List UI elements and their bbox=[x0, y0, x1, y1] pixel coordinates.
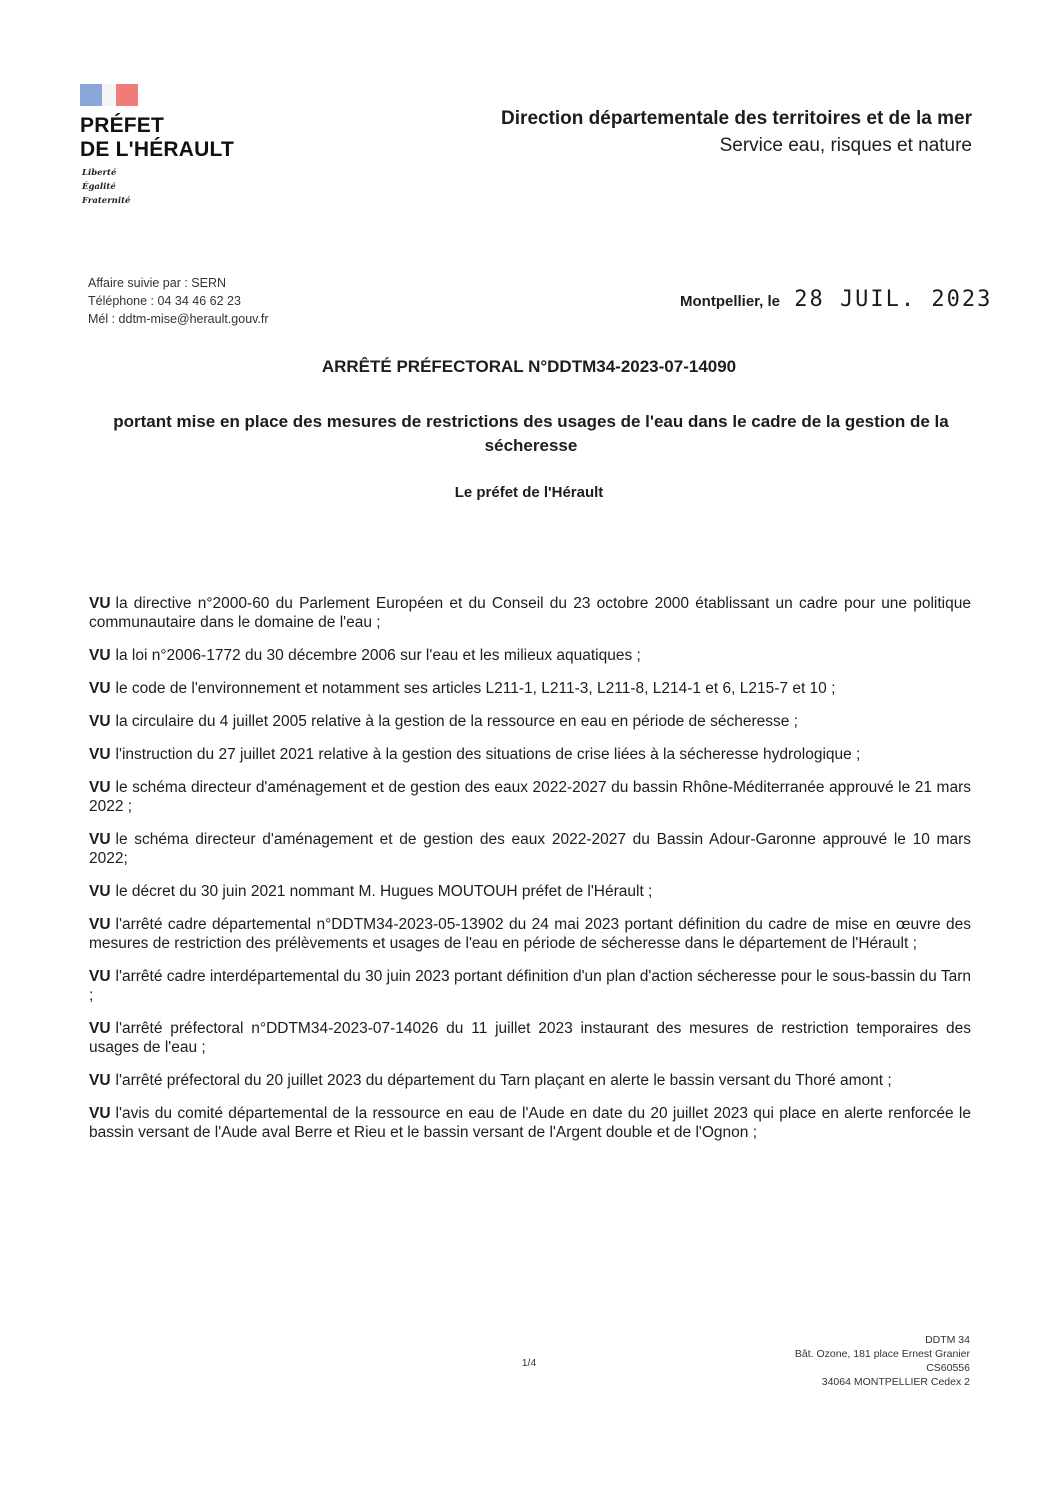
footer-line4: 34064 MONTPELLIER Cedex 2 bbox=[821, 1376, 970, 1388]
vu-label: VU bbox=[89, 713, 111, 730]
vu-list bbox=[89, 594, 971, 1156]
direction-name: Direction départementale des territoires et de la mer bbox=[501, 108, 972, 129]
footer-line2: Bât. Ozone, 181 place Ernest Granier bbox=[794, 1348, 970, 1360]
footer-line3: CS60556 bbox=[926, 1362, 970, 1374]
date-place: Montpellier, le bbox=[680, 293, 781, 310]
vu-label: VU bbox=[89, 1105, 111, 1122]
vu-item bbox=[89, 594, 971, 632]
motto-egalite: Égalité bbox=[82, 182, 116, 192]
issuing-service-header bbox=[501, 105, 972, 159]
arrete-subject: portant mise en place des mesures de restrictions des usages de l'eau dans le cadre de la gestion de la sécheresse bbox=[113, 412, 949, 455]
vu-label: VU bbox=[89, 968, 111, 985]
vu-text: la loi n°2006-1772 du 30 décembre 2006 sur l'eau et les milieux aquatiques ; bbox=[115, 647, 641, 664]
vu-item bbox=[89, 1019, 971, 1057]
vu-text: le code de l'environnement et notamment ses articles L211-1, L211-3, L211-8, L214-1 et 6, L215-7 et 10 ; bbox=[115, 680, 836, 697]
vu-label: VU bbox=[89, 647, 111, 664]
vu-text: l'arrêté cadre interdépartemental du 30 juin 2023 portant définition d'un plan d'action sécheresse pour le sous-bassin du Tarn ; bbox=[89, 968, 971, 1004]
vu-item bbox=[89, 915, 971, 953]
vu-text: l'avis du comité départemental de la ressource en eau de l'Aude en date du 20 juillet 2023 qui place en alerte renforcée le bassin versant de l'Aude aval Berre et Rieu et le bassin versant de l'Argent double et de l'Ognon ; bbox=[89, 1105, 971, 1141]
vu-text: l'arrêté préfectoral n°DDTM34-2023-07-14026 du 11 juillet 2023 instaurant des mesures de restriction temporaires des usages de l'eau ; bbox=[89, 1020, 971, 1056]
vu-label: VU bbox=[89, 595, 111, 612]
vu-label: VU bbox=[89, 1072, 111, 1089]
page-number: 1/4 bbox=[521, 1357, 537, 1369]
contact-affaire: Affaire suivie par : SERN bbox=[88, 276, 227, 290]
motto-fraternite: Fraternité bbox=[82, 196, 131, 206]
vu-item bbox=[89, 679, 971, 698]
vu-item bbox=[89, 1071, 971, 1090]
vu-item bbox=[89, 882, 971, 901]
arrete-authority: Le préfet de l'Hérault bbox=[454, 484, 604, 501]
vu-label: VU bbox=[89, 1020, 111, 1037]
date-line bbox=[680, 287, 992, 312]
vu-item bbox=[89, 745, 971, 764]
vu-text: l'instruction du 27 juillet 2021 relative à la gestion des situations de crise liées à la sécheresse hydrologique ; bbox=[115, 746, 861, 763]
republic-flag-logo bbox=[80, 84, 140, 106]
service-name: Service eau, risques et nature bbox=[719, 135, 972, 156]
motto-liberte: Liberté bbox=[82, 168, 117, 178]
vu-item bbox=[89, 967, 971, 1005]
flag-red-stripe bbox=[116, 84, 138, 106]
vu-item bbox=[89, 646, 971, 665]
vu-item bbox=[89, 830, 971, 868]
vu-label: VU bbox=[89, 746, 111, 763]
vu-text: le schéma directeur d'aménagement et de gestion des eaux 2022-2027 du bassin Rhône-Méditerranée approuvé le 21 mars 2022 ; bbox=[89, 779, 971, 815]
vu-text: la directive n°2000-60 du Parlement Européen et du Conseil du 23 octobre 2000 établissant un cadre pour une politique communautaire dans le domaine de l'eau ; bbox=[89, 595, 971, 631]
prefet-title-line1: PRÉFET bbox=[80, 114, 165, 137]
vu-label: VU bbox=[89, 779, 111, 796]
vu-item bbox=[89, 712, 971, 731]
footer-line1: DDTM 34 bbox=[925, 1334, 970, 1346]
vu-label: VU bbox=[89, 831, 111, 848]
vu-text: le décret du 30 juin 2021 nommant M. Hugues MOUTOUH préfet de l'Hérault ; bbox=[115, 883, 653, 900]
contact-telephone: Téléphone : 04 34 46 62 23 bbox=[88, 294, 241, 308]
arrete-title: ARRÊTÉ PRÉFECTORAL N°DDTM34-2023-07-14090 bbox=[321, 357, 737, 376]
prefet-logo-title bbox=[80, 114, 234, 162]
vu-item bbox=[89, 778, 971, 816]
vu-label: VU bbox=[89, 883, 111, 900]
vu-label: VU bbox=[89, 916, 111, 933]
contact-email: Mél : ddtm-mise@herault.gouv.fr bbox=[88, 312, 269, 326]
vu-text: l'arrêté cadre départemental n°DDTM34-2023-05-13902 du 24 mai 2023 portant définition du cadre de mise en œuvre des mesures de restriction des prélèvements et usages de l'eau en période de sécheresse dans le département de l'Hérault ; bbox=[89, 916, 971, 952]
contact-block bbox=[88, 274, 269, 328]
flag-blue-stripe bbox=[80, 84, 102, 106]
flag-white-stripe bbox=[102, 84, 116, 106]
vu-text: le schéma directeur d'aménagement et de gestion des eaux 2022-2027 du Bassin Adour-Garonne approuvé le 10 mars 2022; bbox=[89, 831, 971, 867]
vu-text: la circulaire du 4 juillet 2005 relative à la gestion de la ressource en eau en période de sécheresse ; bbox=[115, 713, 798, 730]
date-stamp: 28 JUIL. 2023 bbox=[794, 287, 993, 312]
republic-motto bbox=[82, 166, 130, 208]
prefet-title-line2: DE L'HÉRAULT bbox=[80, 138, 234, 161]
vu-item bbox=[89, 1104, 971, 1142]
vu-text: l'arrêté préfectoral du 20 juillet 2023 du département du Tarn plaçant en alerte le bassin versant du Thoré amont ; bbox=[115, 1072, 892, 1089]
vu-label: VU bbox=[89, 680, 111, 697]
